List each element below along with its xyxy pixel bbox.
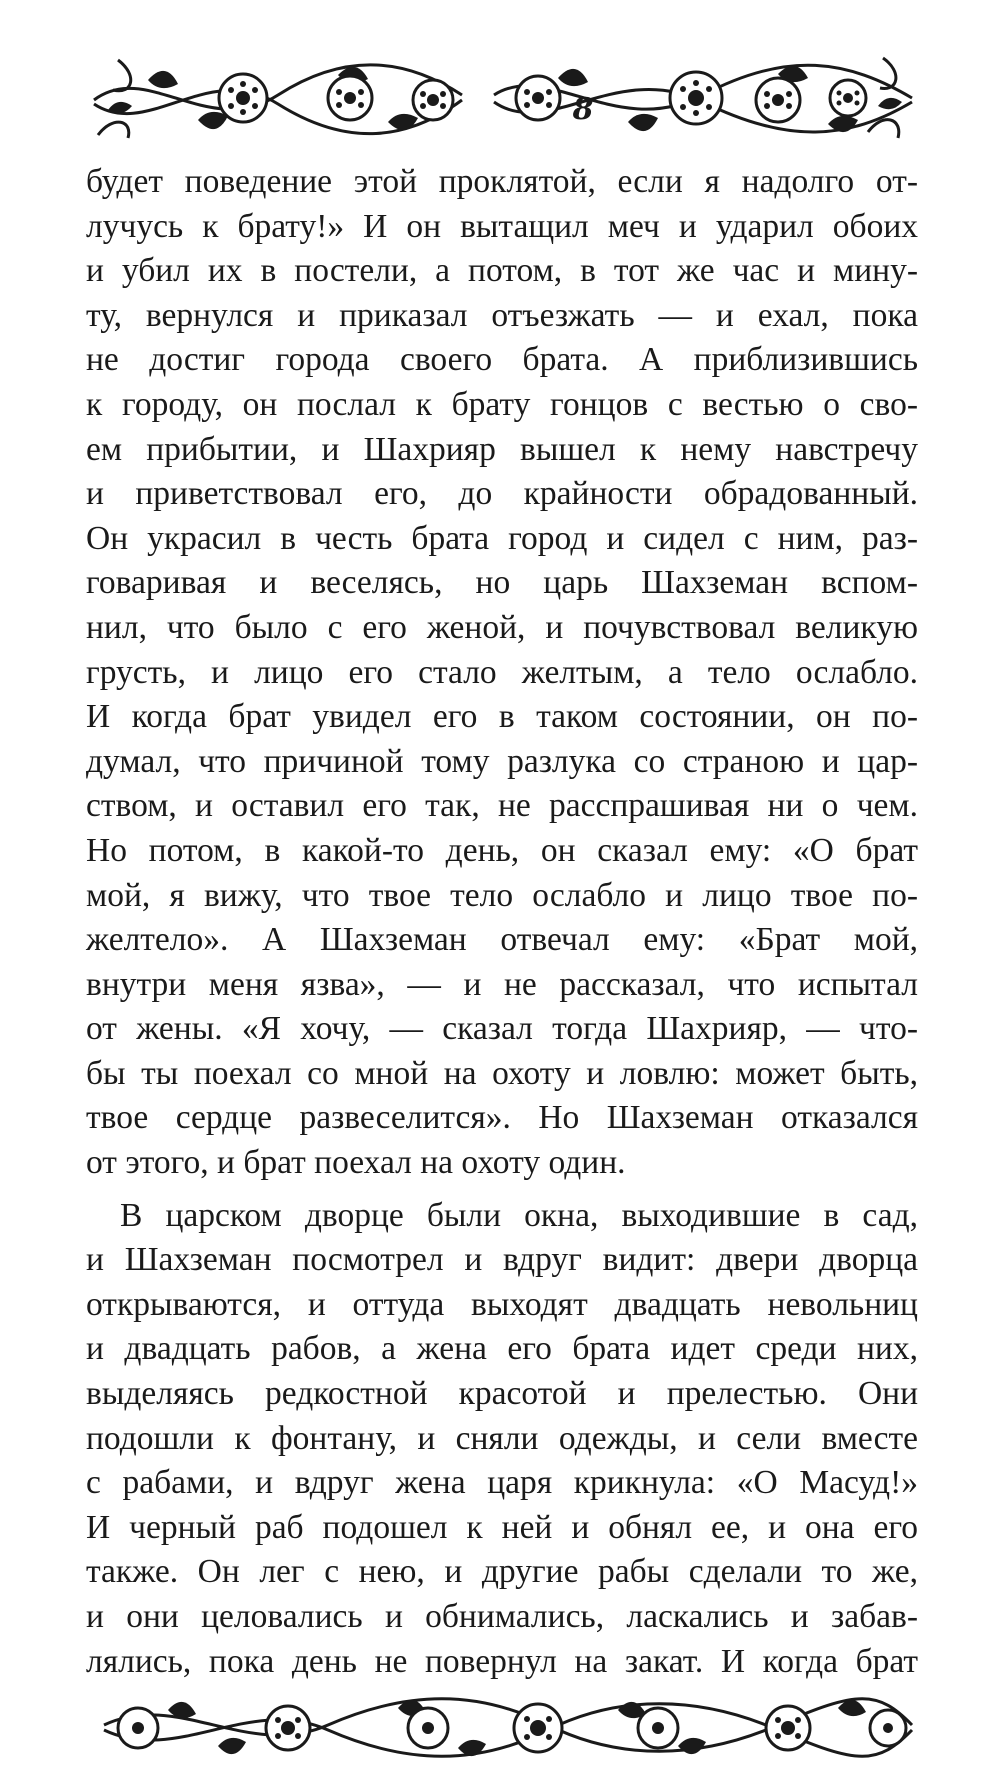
- text-line: внутри меня язва», — и не рассказал, что испытал: [86, 965, 918, 1003]
- text-line: открываются, и оттуда выходят двадцать невольниц: [86, 1285, 918, 1323]
- paragraph-gap: [86, 1186, 918, 1194]
- text-line: ту, вернулся и приказал отъезжать — и ехал, пока: [86, 296, 918, 334]
- text-line: будет поведение этой проклятой, если я надолго от-: [86, 163, 918, 200]
- text-line: Он украсил в честь брата город и сидел с ним, раз-: [86, 519, 918, 557]
- text-line: с рабами, и вдруг жена царя крикнула: «О Масуд!»: [86, 1464, 918, 1502]
- text-line: Но потом, в какой-то день, он сказал ему: «О брат: [86, 831, 918, 869]
- floral-ornament-right-icon: [488, 40, 918, 150]
- text-line: и убил их в постели, а потом, в тот же час и мину-: [86, 252, 918, 290]
- page-header: [88, 40, 918, 150]
- text-line: от жены. «Я хочу, — сказал тогда Шахрияр, — что-: [86, 1010, 918, 1048]
- text-line: и приветствовал его, до крайности обрадованный.: [86, 475, 918, 513]
- text-line: нил, что было с его женой, и почувствовал великую: [86, 608, 918, 646]
- text-line: ем прибытии, и Шахрияр вышел к нему навстречу: [86, 430, 918, 468]
- text-line: и Шахземан посмотрел и вдруг видит: двери дворца: [86, 1241, 918, 1279]
- text-line: и они целовались и обнимались, ласкались и забав-: [86, 1598, 918, 1635]
- floral-ornament-left-icon: [88, 40, 468, 150]
- text-line: И когда брат увидел его в таком состоянии, он по-: [86, 698, 918, 736]
- text-line: думал, что причиной тому разлука со страною и цар-: [86, 742, 918, 780]
- text-line: И черный раб подошел к ней и обнял ее, и она его: [86, 1508, 918, 1546]
- text-line: грусть, и лицо его стало желтым, а тело ослабло.: [86, 653, 918, 691]
- text-line: выделяясь редкостной красотой и прелестью. Они: [86, 1375, 918, 1413]
- text-line: говаривая и веселясь, но царь Шахземан вспом-: [86, 564, 918, 602]
- text-line: и двадцать рабов, а жена его брата идет среди них,: [86, 1330, 918, 1368]
- paragraph: [86, 1194, 918, 1685]
- text-line: подошли к фонтану, и сняли одежды, и сели вместе: [86, 1419, 918, 1457]
- text-line: бы ты поехал со мной на охоту и ловлю: может быть,: [86, 1054, 918, 1092]
- text-line: твое сердце развеселится». Но Шахземан отказался: [86, 1099, 918, 1137]
- page-number: 8: [572, 92, 594, 127]
- text-line: не достиг города своего брата. А приблизившись: [86, 341, 918, 379]
- text-line: мой, я вижу, что твое тело ослабло и лицо твое по-: [86, 876, 918, 914]
- text-line: также. Он лег с нею, и другие рабы сделали то же,: [86, 1553, 918, 1591]
- text-line: желтело». А Шахземан отвечал ему: «Брат мой,: [86, 921, 918, 959]
- text-line: ством, и оставил его так, не расспрашивая ни о чем.: [86, 787, 918, 825]
- text-line: лялись, пока день не повернул на закат. И когда брат: [86, 1642, 918, 1680]
- text-line: от этого, и брат поехал на охоту один.: [86, 1144, 626, 1182]
- body-text: [86, 160, 918, 1684]
- floral-ornament-footer-icon: [98, 1680, 918, 1770]
- paragraph: [86, 160, 918, 1186]
- text-line: к городу, он послал к брату гонцов с вестью о сво-: [86, 385, 918, 423]
- text-line: лучусь к брату!» И он вытащил меч и ударил обоих: [86, 207, 918, 245]
- text-line: В царском дворце были окна, выходившие в сад,: [120, 1196, 918, 1234]
